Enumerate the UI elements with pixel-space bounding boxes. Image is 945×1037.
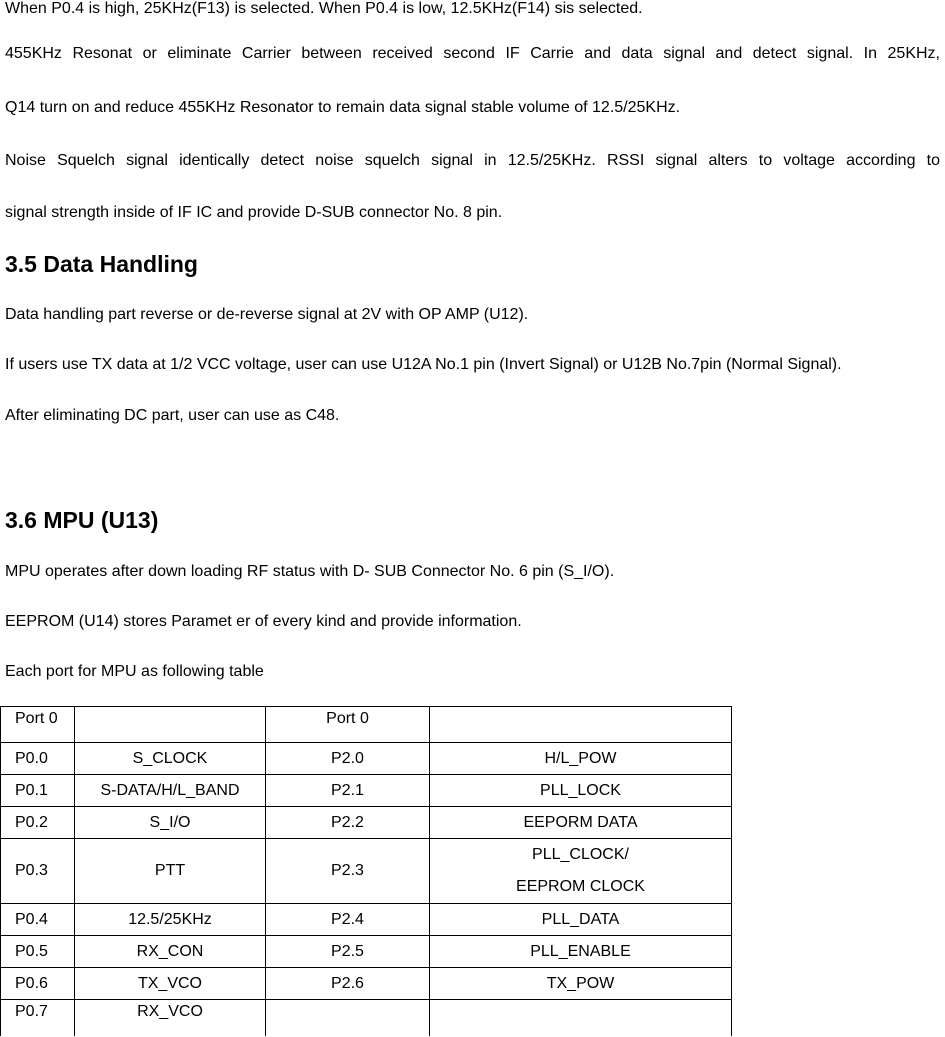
table-row bbox=[1, 968, 732, 1000]
paragraph-data-handling-2: If users use TX data at 1/2 VCC voltage, user can use U12A No.1 pin (Invert Signal) or U12B No.7pin (Normal Signal). bbox=[5, 356, 842, 373]
section-heading-data-handling: 3.5 Data Handling bbox=[5, 251, 198, 277]
paragraph-data-handling-1: Data handling part reverse or de-reverse signal at 2V with OP AMP (U12). bbox=[5, 306, 529, 323]
mpu-port-table bbox=[0, 706, 732, 1036]
table-cell: P2.2 bbox=[266, 807, 430, 839]
table-cell: PLL_DATA bbox=[430, 904, 732, 936]
table-cell: PLL_LOCK bbox=[430, 775, 732, 807]
table-cell: P2.4 bbox=[266, 904, 430, 936]
table-header-cell bbox=[75, 707, 266, 743]
table-cell: S_I/O bbox=[75, 807, 266, 839]
table-cell: S-DATA/H/L_BAND bbox=[75, 775, 266, 807]
table-cell-line: PLL_CLOCK/ bbox=[532, 846, 629, 863]
table-cell bbox=[430, 1000, 732, 1037]
table-cell: P0.3 bbox=[1, 839, 75, 904]
table-cell: 12.5/25KHz bbox=[75, 904, 266, 936]
table-row bbox=[1, 775, 732, 807]
table-cell: P2.1 bbox=[266, 775, 430, 807]
table-row bbox=[1, 904, 732, 936]
table-cell: P2.3 bbox=[266, 839, 430, 904]
table-cell: P0.7 bbox=[1, 1000, 75, 1037]
table-cell: P0.1 bbox=[1, 775, 75, 807]
table-cell: PTT bbox=[75, 839, 266, 904]
table-cell: PLL_ENABLE bbox=[430, 936, 732, 968]
table-cell bbox=[430, 839, 732, 904]
table-cell: H/L_POW bbox=[430, 743, 732, 775]
paragraph-squelch-line2: signal strength inside of IF IC and provide D-SUB connector No. 8 pin. bbox=[5, 204, 503, 221]
table-cell: EEPORM DATA bbox=[430, 807, 732, 839]
paragraph-mpu-1: MPU operates after down loading RF status with D- SUB Connector No. 6 pin (S_I/O). bbox=[5, 563, 615, 580]
table-cell: P0.5 bbox=[1, 936, 75, 968]
table-cell: RX_CON bbox=[75, 936, 266, 968]
table-header-cell: Port 0 bbox=[1, 707, 75, 743]
table-header-row bbox=[1, 707, 732, 743]
table-cell: P0.6 bbox=[1, 968, 75, 1000]
table-row bbox=[1, 839, 732, 904]
paragraph-mpu-3: Each port for MPU as following table bbox=[5, 663, 264, 680]
section-heading-mpu: 3.6 MPU (U13) bbox=[5, 507, 159, 533]
table-cell: TX_VCO bbox=[75, 968, 266, 1000]
paragraph-resonator-line1: 455KHz Resonat or eliminate Carrier between received second IF Carrie and data signal and detect signal. In 25KHz, bbox=[5, 45, 940, 62]
table-cell: P2.5 bbox=[266, 936, 430, 968]
table-cell: P0.4 bbox=[1, 904, 75, 936]
table-cell: TX_POW bbox=[430, 968, 732, 1000]
table-cell-line: EEPROM CLOCK bbox=[516, 878, 645, 895]
table-row bbox=[1, 1000, 732, 1037]
paragraph-squelch-line1: Noise Squelch signal identically detect noise squelch signal in 12.5/25KHz. RSSI signal alters to voltage according to bbox=[5, 152, 940, 169]
table-cell: P0.2 bbox=[1, 807, 75, 839]
table-header-cell: Port 0 bbox=[266, 707, 430, 743]
table-cell: P2.6 bbox=[266, 968, 430, 1000]
paragraph-frequency-select: When P0.4 is high, 25KHz(F13) is selected. When P0.4 is low, 12.5KHz(F14) sis selected. bbox=[5, 0, 643, 17]
paragraph-mpu-2: EEPROM (U14) stores Paramet er of every kind and provide information. bbox=[5, 613, 522, 630]
table-cell bbox=[266, 1000, 430, 1037]
table-row bbox=[1, 743, 732, 775]
table-row bbox=[1, 936, 732, 968]
table-cell: RX_VCO bbox=[75, 1000, 266, 1037]
paragraph-data-handling-3: After eliminating DC part, user can use as C48. bbox=[5, 407, 340, 424]
table-row bbox=[1, 807, 732, 839]
table-cell: S_CLOCK bbox=[75, 743, 266, 775]
table-header-cell bbox=[430, 707, 732, 743]
paragraph-resonator-line2: Q14 turn on and reduce 455KHz Resonator to remain data signal stable volume of 12.5/25KHz. bbox=[5, 99, 681, 116]
table-cell: P2.0 bbox=[266, 743, 430, 775]
table-cell: P0.0 bbox=[1, 743, 75, 775]
